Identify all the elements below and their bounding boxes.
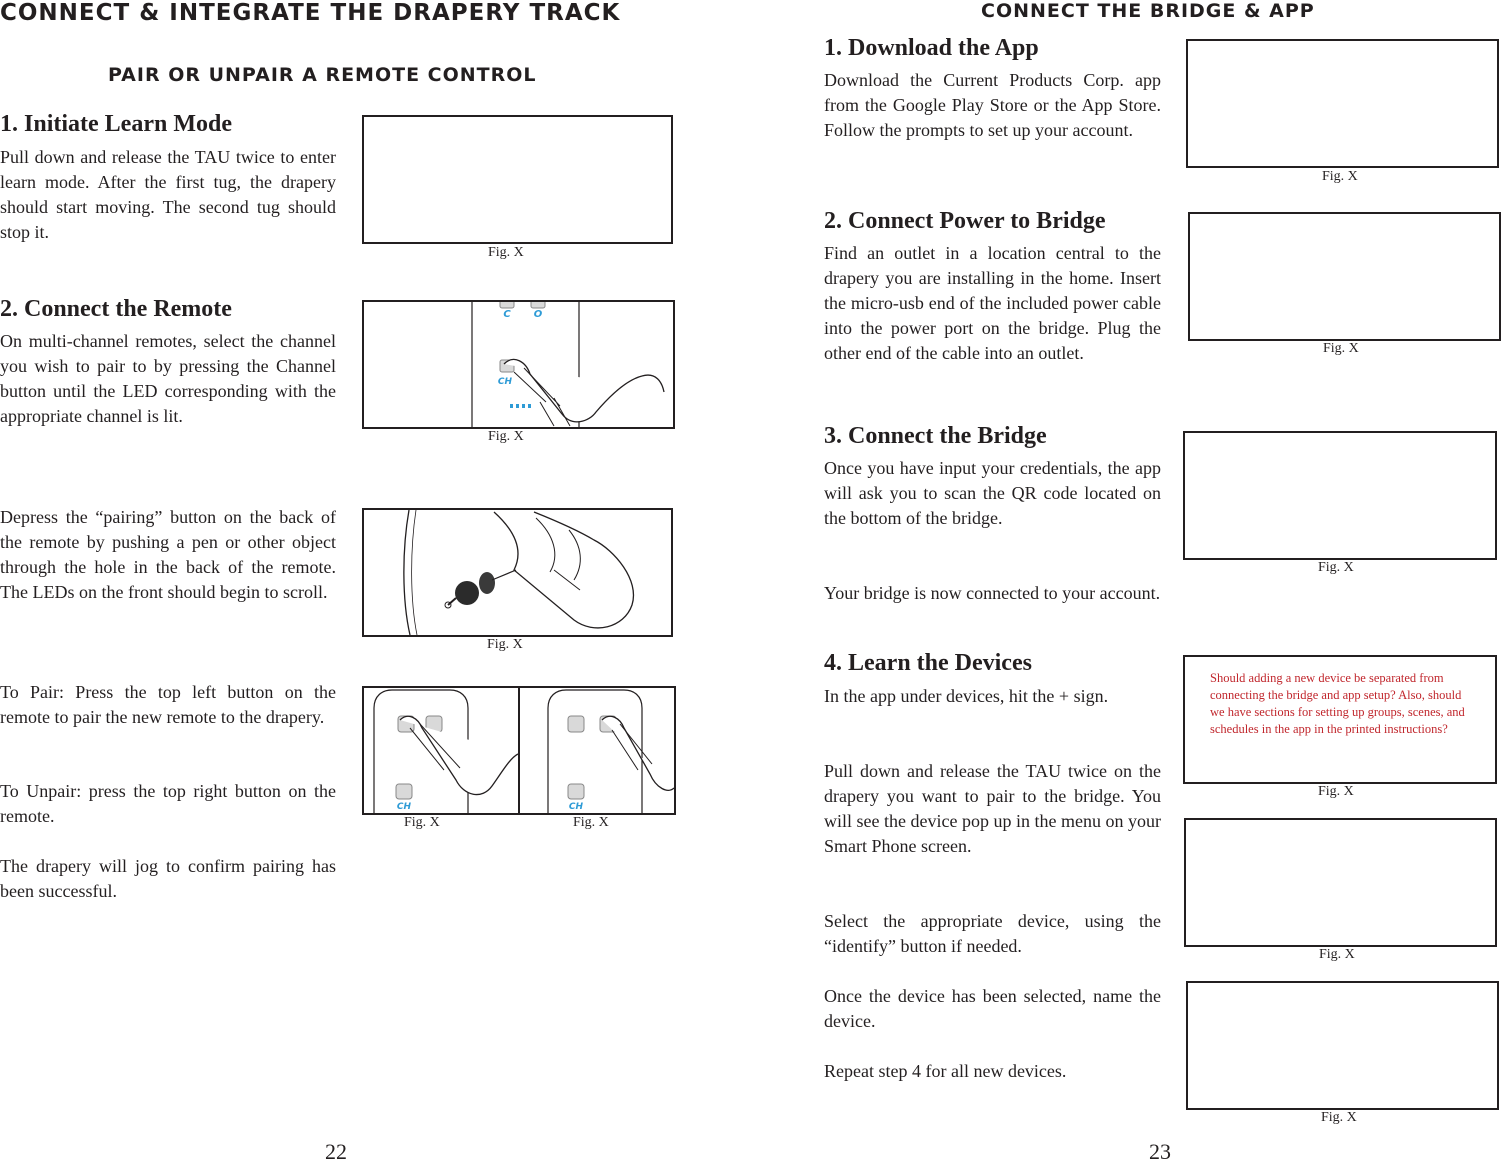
pairing-button-instructions: Depress the “pairing” button on the back of the remote by pushing a pen or other object through the hole in the back of the remote. The LEDs on the front should begin to scroll.: [0, 507, 336, 602]
figure-pairing-button: [362, 508, 673, 637]
remote-channel-illustration: [364, 302, 673, 427]
figure-channel-button: [362, 300, 675, 429]
step-body-initiate-learn-mode: Pull down and release the TAU twice to enter learn mode. After the first tug, the drapery should start moving. The second tug should stop it.: [0, 147, 336, 242]
step-body-download-app: Download the Current Products Corp. app from the Google Play Store or the App Store. Follow the prompts to set up your account.: [824, 70, 1161, 140]
pairing-confirmation: The drapery will jog to confirm pairing has been successful.: [0, 856, 336, 901]
figure-caption: Fig. X: [1318, 560, 1354, 575]
review-note: Should adding a new device be separated from connecting the bridge and app setup? Also, should we have sections for setting up groups, scenes, and schedules in the app in the printed instructions?: [1210, 671, 1465, 736]
step-heading-initiate-learn-mode: 1. Initiate Learn Mode: [0, 111, 232, 137]
figure-connect-bridge: [1183, 431, 1497, 560]
step-body-connect-remote: On multi-channel remotes, select the channel you wish to pair to by pressing the Channel button until the LED corresponding with the appropriate channel is lit.: [0, 331, 336, 426]
pair-press-illustration: [364, 688, 518, 813]
figure-caption: Fig. X: [1319, 947, 1355, 962]
pen-pairing-illustration: [364, 510, 671, 635]
figure-caption: Fig. X: [1318, 784, 1354, 799]
step-heading-learn-devices: 4. Learn the Devices: [824, 650, 1032, 676]
figure-caption: Fig. X: [404, 815, 440, 830]
pair-instructions: To Pair: Press the top left button on the remote to pair the new remote to the drapery.: [0, 682, 336, 727]
figure-caption: Fig. X: [1322, 169, 1358, 184]
step-body-connect-power: Find an outlet in a location central to the drapery you are installing in the home. Insert the micro-usb end of the included power cable into the power port on the bridge. Plug the other end of the cable into an outlet.: [824, 243, 1161, 363]
remote-top-right-label: O: [533, 309, 543, 320]
remote-channel-label: CH: [396, 802, 412, 812]
figure-select-device: [1184, 818, 1497, 947]
step-body-repeat: Repeat step 4 for all new devices.: [824, 1061, 1067, 1081]
step-body-name-device: Once the device has been selected, name the device.: [824, 986, 1161, 1031]
left-page-subtitle: PAIR OR UNPAIR A REMOTE CONTROL: [108, 64, 537, 86]
figure-caption: Fig. X: [488, 429, 524, 444]
figure-unpair-remote: [518, 686, 676, 815]
step-heading-connect-bridge: 3. Connect the Bridge: [824, 423, 1047, 449]
figure-pair-remote: [362, 686, 520, 815]
figure-caption: Fig. X: [1321, 1110, 1357, 1125]
step-body-pair-tau: Pull down and release the TAU twice on the drapery you want to pair to the bridge. You will see the device pop up in the menu on your Smart Phone screen.: [824, 761, 1161, 856]
remote-channel-label: CH: [568, 802, 584, 812]
right-page-title: CONNECT THE BRIDGE & APP: [981, 0, 1315, 22]
figure-name-device: [1186, 981, 1499, 1110]
unpair-instructions: To Unpair: press the top right button on the remote.: [0, 781, 336, 826]
step-body-connect-bridge: Once you have input your credentials, the app will ask you to scan the QR code located on the bottom of the bridge.: [824, 458, 1161, 528]
figure-learn-mode: [362, 115, 673, 244]
step-heading-connect-remote: 2. Connect the Remote: [0, 296, 232, 322]
page-number-left: 22: [325, 1139, 347, 1164]
unpair-press-illustration: [520, 688, 674, 813]
step-body-bridge-connected: Your bridge is now connected to your account.: [824, 583, 1161, 603]
figure-learn-devices: [1183, 655, 1497, 784]
step-body-select-device: Select the appropriate device, using the “identify” button if needed.: [824, 911, 1161, 956]
left-page-title: CONNECT & INTEGRATE THE DRAPERY TRACK: [0, 0, 621, 26]
step-heading-connect-power: 2. Connect Power to Bridge: [824, 208, 1106, 234]
figure-download-app: [1186, 39, 1499, 168]
figure-caption: Fig. X: [488, 245, 524, 260]
page-number-right: 23: [1149, 1139, 1171, 1164]
figure-connect-power: [1188, 212, 1501, 341]
figure-caption: Fig. X: [573, 815, 609, 830]
remote-top-left-label: C: [503, 309, 511, 320]
figure-caption: Fig. X: [487, 637, 523, 652]
step-body-add-device: In the app under devices, hit the + sign.: [824, 686, 1109, 706]
step-heading-download-app: 1. Download the App: [824, 35, 1039, 61]
remote-channel-label: CH: [497, 377, 513, 387]
figure-caption: Fig. X: [1323, 341, 1359, 356]
